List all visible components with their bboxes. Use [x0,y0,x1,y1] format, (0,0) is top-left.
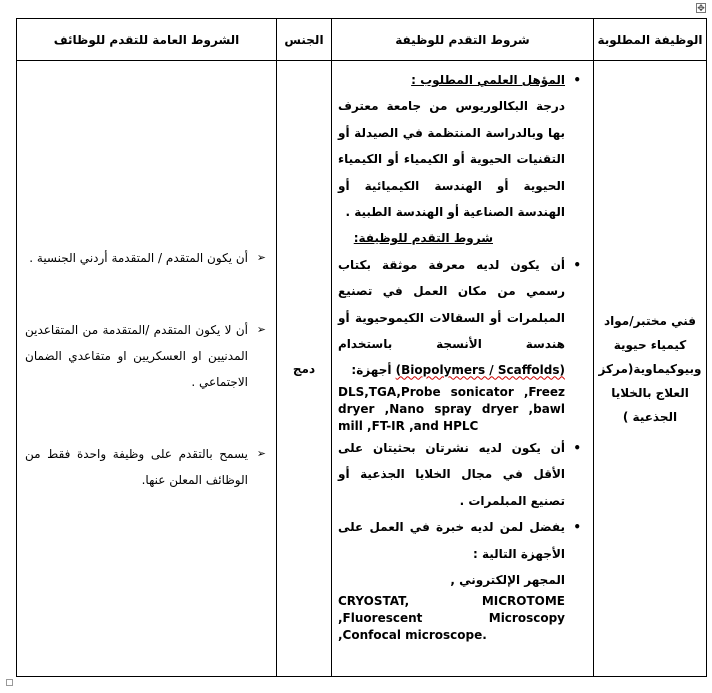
qualification-heading: المؤهل العلمي المطلوب : [411,73,565,87]
microscope-ar: المجهر الإلكتروني , [450,572,565,587]
qualification-item [338,67,587,93]
devices-label: أجهزة: [351,363,392,378]
header-job: الوظيفة المطلوبة [594,19,707,61]
paragraph-mark-icon [6,679,13,686]
qualification-text: درجة البكالوريوس من جامعة معترف بها وبالدراسة المنتظمة في الصيدلة أو التقنيات الحيوية أو الكيمياء أو الكيمياء الحيوية أو الهندسة الكيميائية أو الهندسة الصناعية أو الهندسة الطبية . [338,99,565,220]
general-condition-2: ➢ أن لا يكون المتقدم /المتقدمة من المتقاعدين المدنيين او العسكريين او متقاعدي الضمان الاجتماعي . [25,317,266,395]
condition-item-1 [338,252,587,435]
general-condition-3: ➢ يسمح بالتقدم على وظيفة واحدة فقط من الوظائف المعلن عنها. [25,441,266,493]
job-title-cell [594,61,707,677]
condition-item-2 [338,435,587,514]
condition-3-text: يفضل لمن لديه خبرة في العمل على الأجهزة التالية : [338,520,565,561]
requirements-cell [332,61,594,677]
microscope-list: CRYOSTAT, MICROTOME ,Fluorescent Microscopy ,Confocal microscope. [338,594,565,643]
condition-1-using: باستخدام [338,337,393,352]
condition-item-3 [338,514,587,644]
header-row [17,19,707,61]
header-requirements: شروط التقدم للوظيفة [332,19,594,61]
header-gender: الجنس [277,19,332,61]
job-title: فني مختبر/مواد كيمياء حيوية وبيوكيماوية(مركز العلاج بالخلايا الجذعية ) [598,313,702,424]
header-general-conditions: الشروط العامة للتقدم للوظائف [17,19,277,61]
table-row [17,61,707,677]
devices-list: DLS,TGA,Probe sonicator ,Freez dryer ,Nano spray dryer ,bawl mill ,FT-IR ,and HPLC [338,384,565,433]
table-move-handle-icon[interactable]: ✥ [697,4,705,14]
general-condition-1: ➢ أن يكون المتقدم / المتقدمة أردني الجنسية . [25,245,266,271]
general-conditions-cell [17,61,277,677]
condition-1-text: أن يكون لديه معرفة موثقة بكتاب رسمي من مكان العمل في تصنيع المبلمرات أو السقالات الكيموحيوية أو هندسة الأنسجة [338,257,565,352]
gender-value: دمج [292,361,316,376]
condition-2-text: أن يكون لديه نشرتان بحثيتان على الأقل في مجال الخلايا الجذعية أو تصنيع المبلمرات . [338,440,565,508]
conditions-heading: شروط التقدم للوظيفة: [353,231,493,246]
gender-cell [277,61,332,677]
condition-1-terms: (Biopolymers / Scaffolds) [395,363,565,378]
jobs-table [16,18,707,677]
